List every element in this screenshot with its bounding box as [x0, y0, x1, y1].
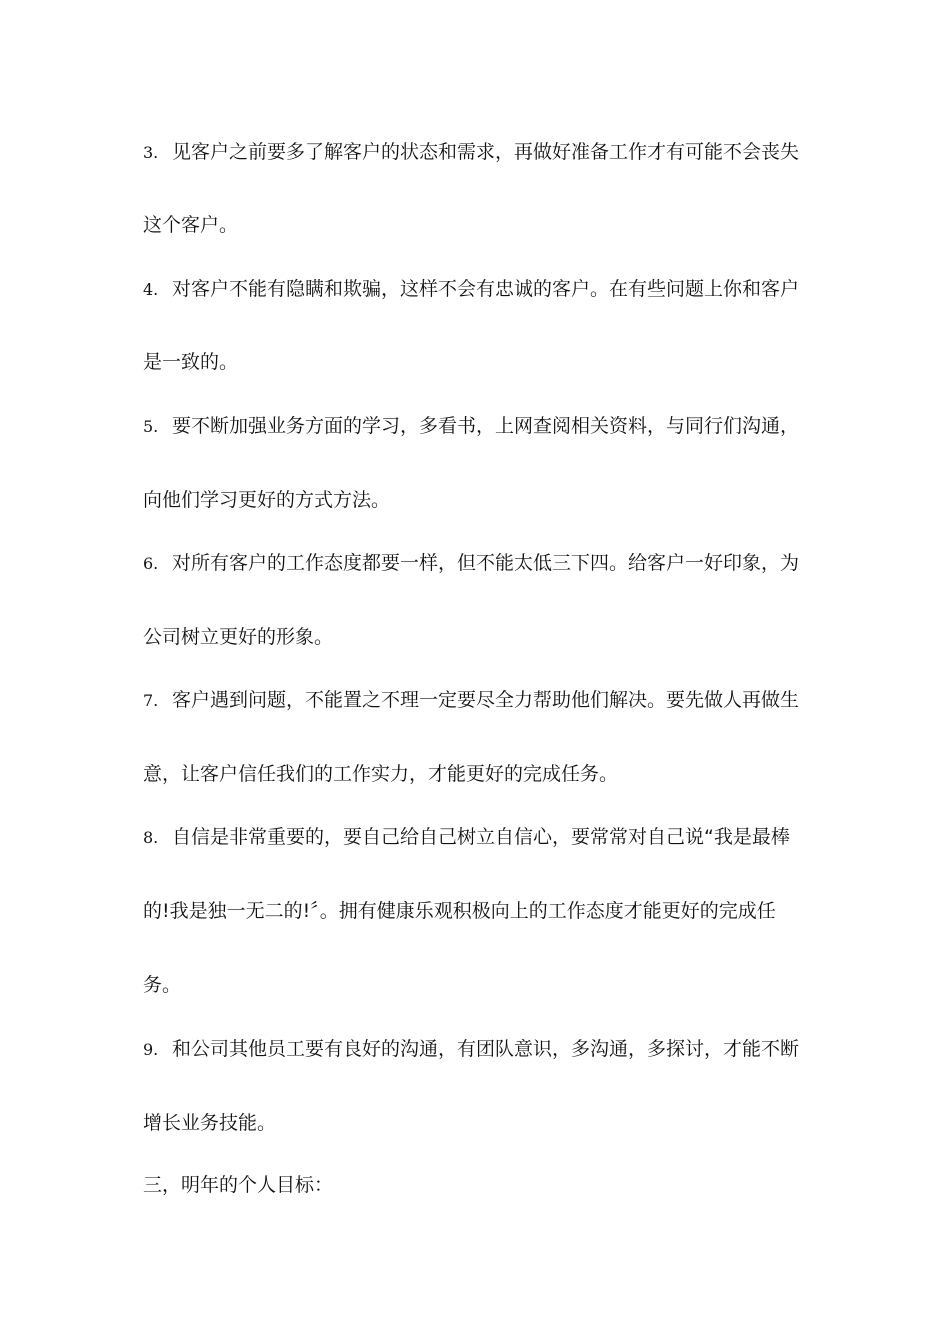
item-9-number: 9.	[143, 1040, 159, 1059]
item-9-text: 和公司其他员工要有良好的沟通，有团队意识，多沟通，多探讨，才能不断	[172, 1038, 800, 1060]
item-8-text: 自信是非常重要的，要自己给自己树立自信心，要常常对自己说“我是最棒	[172, 826, 790, 848]
item-3-number: 3.	[143, 143, 159, 162]
item-8-line-3: 务。	[143, 974, 182, 996]
item-4-line-2: 是一致的。	[143, 351, 239, 373]
item-6-line-1	[143, 550, 823, 577]
item-7-line-1	[143, 687, 823, 714]
item-4-line-1	[143, 276, 823, 303]
item-6-text: 对所有客户的工作态度都要一样，但不能太低三下四。给客户一好印象，为	[172, 552, 800, 574]
item-8-line-2: 的!我是独一无二的!〞。拥有健康乐观积极向上的工作态度才能更好的完成任	[143, 900, 776, 922]
item-8-number: 8.	[143, 828, 159, 847]
item-7-number: 7.	[143, 691, 159, 710]
item-9-line-1	[143, 1036, 823, 1063]
item-3-text: 见客户之前要多了解客户的状态和需求，再做好准备工作才有可能不会丧失	[172, 141, 800, 163]
section-heading: 三，明年的个人目标：	[143, 1174, 334, 1196]
item-3-line-1	[143, 139, 823, 166]
item-9-line-2: 增长业务技能。	[143, 1112, 277, 1134]
item-5-text: 要不断加强业务方面的学习，多看书，上网查阅相关资料，与同行们沟通，	[172, 415, 800, 437]
item-5-line-2: 向他们学习更好的方式方法。	[143, 489, 391, 511]
item-7-text: 客户遇到问题，不能置之不理一定要尽全力帮助他们解决。要先做人再做生	[172, 689, 800, 711]
item-4-number: 4.	[143, 280, 159, 299]
item-8-line-1	[143, 824, 823, 851]
item-5-number: 5.	[143, 417, 159, 436]
item-5-line-1	[143, 413, 823, 440]
item-4-text: 对客户不能有隐瞒和欺骗，这样不会有忠诚的客户。在有些问题上你和客户	[172, 278, 800, 300]
item-3-line-2: 这个客户。	[143, 214, 239, 236]
item-6-number: 6.	[143, 554, 159, 573]
item-6-line-2: 公司树立更好的形象。	[143, 626, 334, 648]
item-7-line-2: 意，让客户信任我们的工作实力，才能更好的完成任务。	[143, 763, 619, 785]
